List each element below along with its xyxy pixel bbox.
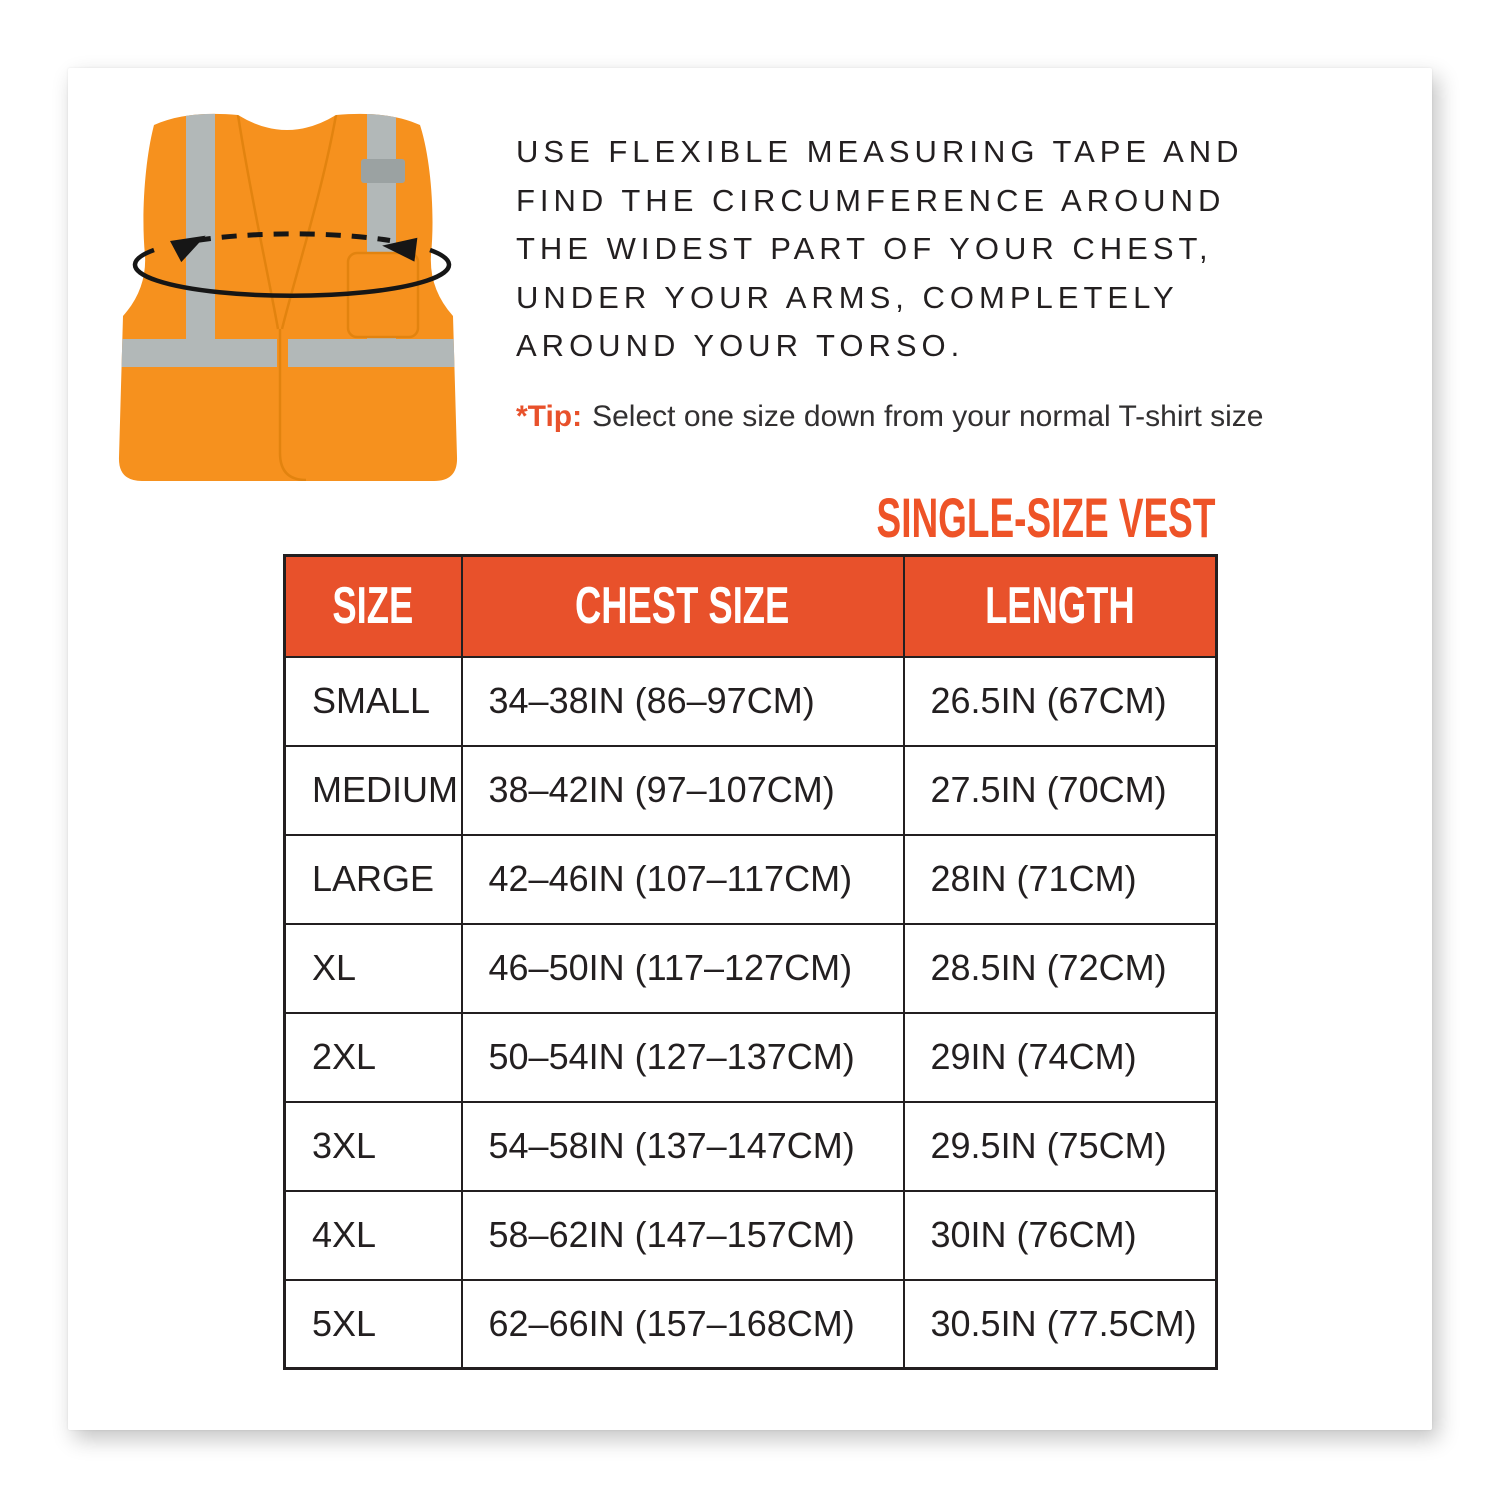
instruction-text [516, 128, 1244, 371]
header-cell-length [904, 556, 1217, 657]
vest-illustration [90, 103, 470, 495]
cell-length: 29IN (74CM) [904, 1013, 1217, 1102]
header-cell-chest [462, 556, 904, 657]
cell-length: 30IN (76CM) [904, 1191, 1217, 1280]
table-row [285, 657, 1217, 746]
header-row [285, 556, 1217, 657]
cell-chest: 50–54IN (127–137CM) [462, 1013, 904, 1102]
left-reflective-stripe [186, 109, 215, 341]
chart-title-text: SINGLE-SIZE VEST [876, 486, 1215, 549]
chart-title [283, 485, 1215, 550]
cell-chest: 58–62IN (147–157CM) [462, 1191, 904, 1280]
header-label: CHEST SIZE [575, 577, 790, 636]
cell-size: SMALL [285, 657, 462, 746]
cell-length: 26.5IN (67CM) [904, 657, 1217, 746]
header-cell-size [285, 556, 462, 657]
waist-stripe-right [288, 339, 462, 367]
table-row [285, 1191, 1217, 1280]
waist-stripe-left [116, 339, 277, 367]
cell-length: 29.5IN (75CM) [904, 1102, 1217, 1191]
table-row [285, 835, 1217, 924]
cell-chest: 38–42IN (97–107CM) [462, 746, 904, 835]
header-label: SIZE [332, 577, 414, 636]
instruction-line: FIND THE CIRCUMFERENCE AROUND [516, 182, 1226, 218]
cell-chest: 62–66IN (157–168CM) [462, 1280, 904, 1369]
table-row [285, 1280, 1217, 1369]
cell-size: XL [285, 924, 462, 1013]
cell-length: 28IN (71CM) [904, 835, 1217, 924]
table-row [285, 746, 1217, 835]
size-chart-table [283, 554, 1218, 1370]
cell-size: LARGE [285, 835, 462, 924]
cell-length: 27.5IN (70CM) [904, 746, 1217, 835]
cell-chest: 54–58IN (137–147CM) [462, 1102, 904, 1191]
instruction-line: AROUND YOUR TORSO. [516, 328, 965, 363]
tip-label: *Tip: [516, 400, 583, 433]
table-row [285, 1102, 1217, 1191]
cell-size: 3XL [285, 1102, 462, 1191]
table-row [285, 1013, 1217, 1102]
cell-size: 5XL [285, 1280, 462, 1369]
instruction-line: USE FLEXIBLE MEASURING TAPE AND [516, 134, 1244, 169]
table-row [285, 924, 1217, 1013]
tip-note [516, 400, 1264, 434]
cell-chest: 34–38IN (86–97CM) [462, 657, 904, 746]
pen-tab [361, 159, 405, 183]
cell-length: 30.5IN (77.5CM) [904, 1280, 1217, 1369]
cell-size: 4XL [285, 1191, 462, 1280]
cell-size: 2XL [285, 1013, 462, 1102]
tip-text: Select one size down from your normal T-shirt size [592, 400, 1264, 433]
instruction-line: THE WIDEST PART OF YOUR CHEST, [516, 231, 1213, 266]
cell-length: 28.5IN (72CM) [904, 924, 1217, 1013]
cell-size: MEDIUM [285, 746, 462, 835]
cell-chest: 46–50IN (117–127CM) [462, 924, 904, 1013]
instruction-line: UNDER YOUR ARMS, COMPLETELY [516, 279, 1179, 315]
header-label: LENGTH [984, 577, 1135, 636]
cell-chest: 42–46IN (107–117CM) [462, 835, 904, 924]
